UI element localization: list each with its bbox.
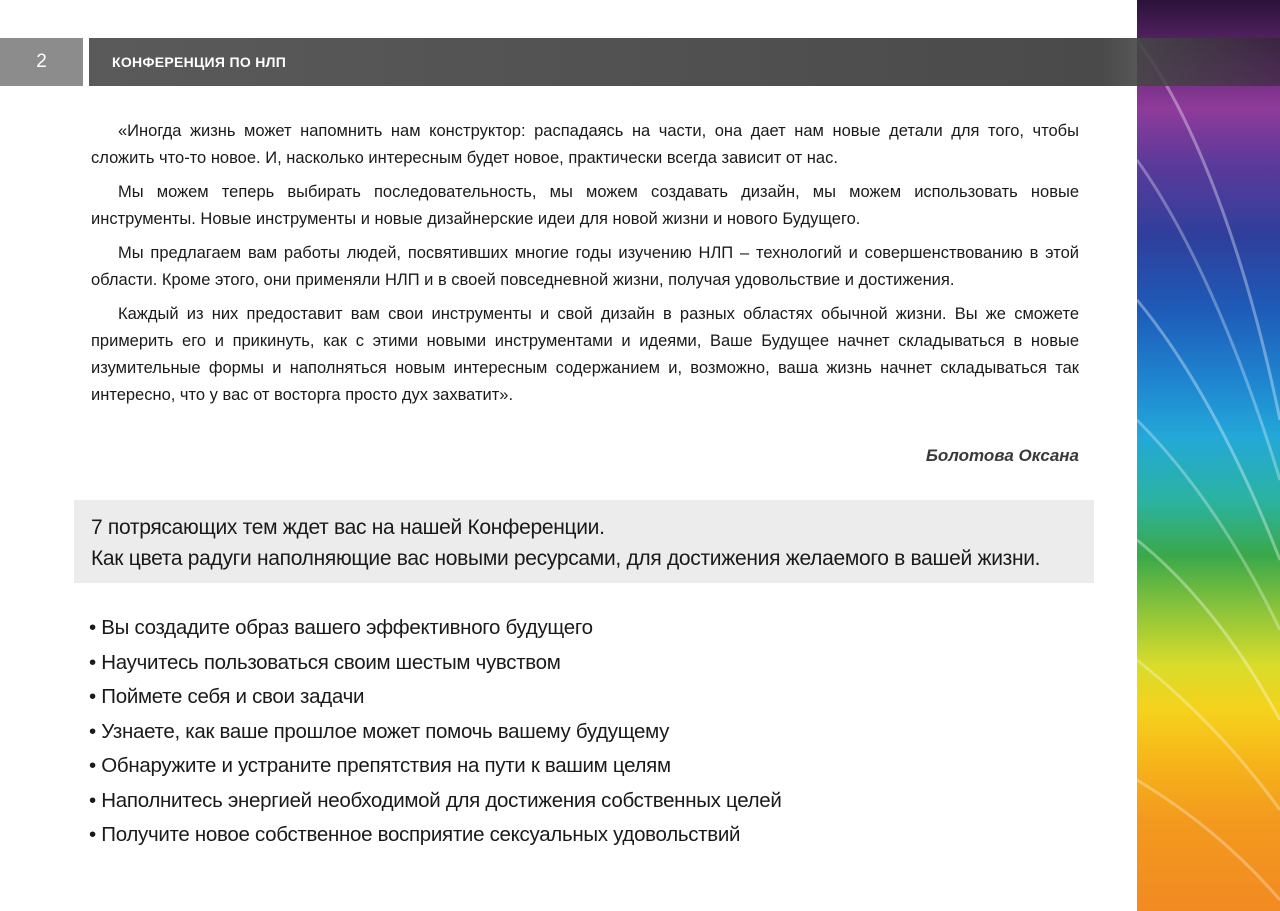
intro-paragraph: Мы предлагаем вам работы людей, посвятивших многие годы изучению НЛП – технологий и совершенствованию в этой области. Кроме этого, они применяли НЛП и в своей повседневной жизни, получая удовольствие и достижения. <box>91 244 1079 289</box>
page-title: КОНФЕРЕНЦИЯ ПО НЛП <box>89 38 1280 86</box>
author-signature: Болотова Оксана <box>925 446 1079 465</box>
highlight-line: Как цвета радуги наполняющие вас новыми ресурсами, для достижения желаемого в вашей жизни. <box>91 547 1041 570</box>
list-item: • Вы создадите образ вашего эффективного будущего <box>89 611 782 646</box>
list-item: • Наполнитесь энергией необходимой для достижения собственных целей <box>89 784 782 819</box>
rainbow-decoration <box>1137 0 1280 911</box>
list-item: • Поймете себя и свои задачи <box>89 680 782 715</box>
page-number: 2 <box>0 38 83 86</box>
intro-text <box>91 118 1079 416</box>
benefits-list <box>89 611 782 853</box>
intro-paragraph: Каждый из них предоставит вам свои инструменты и свой дизайн в разных областях обычной жизни. Вы же сможете примерить его и прикинуть, как с этими новыми инструментами и идеями, Ваше Будущее начнет складываться в новые изумительные формы и наполняться новым интересным содержанием и, возможно, ваша жизнь начнет складываться так интересно, что у вас от восторга просто дух захватит». <box>91 305 1079 404</box>
list-item: • Узнаете, как ваше прошлое может помочь вашему будущему <box>89 715 782 750</box>
intro-paragraph: Мы можем теперь выбирать последовательность, мы можем создавать дизайн, мы можем использовать новые инструменты. Новые инструменты и новые дизайнерские идеи для новой жизни и нового Будущего. <box>91 183 1079 228</box>
list-item: • Обнаружите и устраните препятствия на пути к вашим целям <box>89 749 782 784</box>
intro-paragraph: «Иногда жизнь может напомнить нам конструктор: распадаясь на части, она дает нам новые детали для того, чтобы сложить что-то новое. И, насколько интересным будет новое, практически всегда зависит от нас. <box>91 122 1079 167</box>
list-item: • Получите новое собственное восприятие сексуальных удовольствий <box>89 818 782 853</box>
highlight-line: 7 потрясающих тем ждет вас на нашей Конференции. <box>91 516 605 539</box>
header-bar <box>0 38 1280 86</box>
list-item: • Научитесь пользоваться своим шестым чувством <box>89 646 782 681</box>
highlight-box <box>74 500 1094 583</box>
